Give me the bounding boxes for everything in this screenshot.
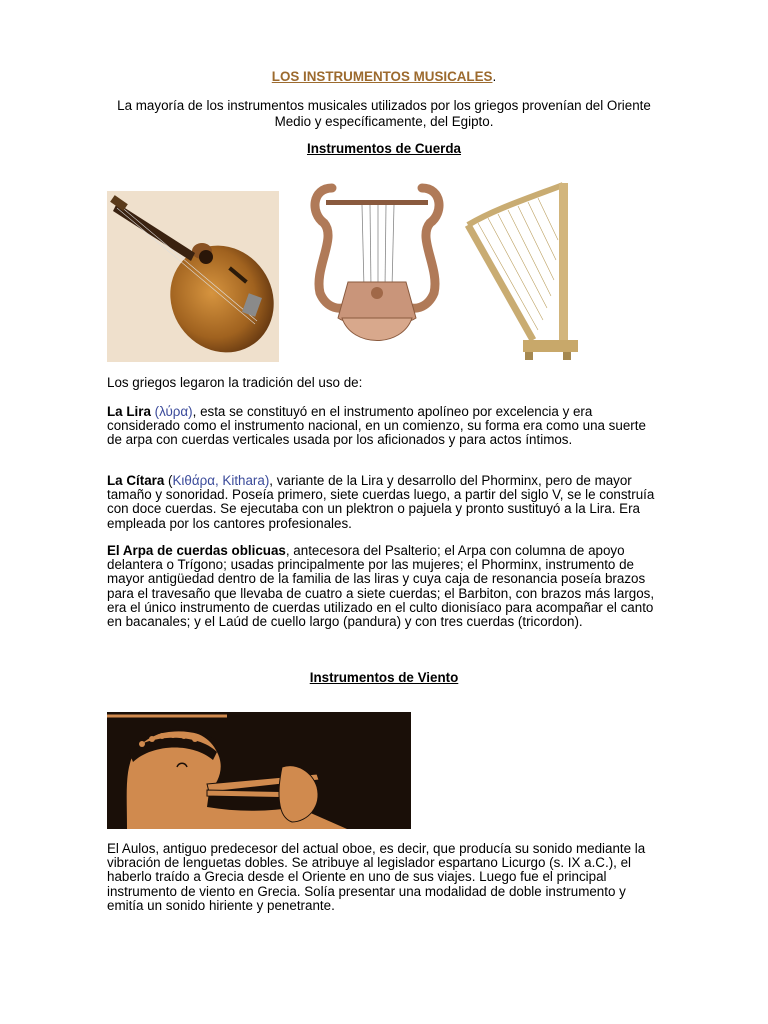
mandolin-image: [107, 191, 279, 362]
heading-strings: Instrumentos de Cuerda: [306, 141, 462, 156]
lyre-illustration: [302, 178, 452, 354]
citara-greek-open: (: [164, 473, 173, 488]
aulos-paragraph: El Aulos, antiguo predecesor del actual oboe, es decir, que producía su sonido mediante la vibración de lenguetas dobles. Se atribuye al legislador espartano Licurgo (s. IX a.C.), el haberlo traído a Grecia desde el Oriente en uno de sus viajes. Luego fue el principal instrumento de viento en Grecia. Solía presentar una modalidad de doble instrumento y emitía un sonido hiriente y penetrante.: [107, 841, 646, 913]
arpa-paragraph: [107, 544, 662, 629]
citara-name: La Cítara: [107, 473, 165, 488]
intro-paragraph: La mayoría de los instrumentos musicales utilizados por los griegos provenían del Oriente Medio y específicamente, del Egipto.: [117, 98, 651, 129]
lyre-image: [302, 178, 452, 354]
legacy-paragraph: Los griegos legaron la tradición del uso de:: [107, 375, 363, 390]
citara-greek: Κιθάρα: [172, 473, 215, 488]
aulos-vase-illustration: [107, 712, 411, 829]
arpa-text: , antecesora del Psalterio; el Arpa con columna de apoyo delantera o Trígono; usadas principalmente por las mujeres; el Phorminx, instrumento de mayor antigüedad dentro de la familia de las liras y cuya caja de resonancia poseía brazos para el travesaño que llevaba de cuatro a siete cuerdas; el Barbiton, con brazos más largos, era el único instrumento de cuerdas utilizado en el culto dionisíaco para acompañar el canto en bacanales; y el Laúd de cuello largo (pandura) y con tres cuerdas (tricordon).: [107, 543, 655, 630]
lira-text: , esta se constituyó en el instrumento apolíneo por excelencia y era considerado como el instrumento nacional, en un comienzo, su forma era como una suerte de arpa con cuerdas verticales usada por los aficionados y para actos íntimos.: [107, 404, 646, 448]
arpa-name: El Arpa de cuerdas oblicuas: [107, 543, 286, 558]
citara-greek-rest: , Kithara): [214, 473, 270, 488]
citara-text: , variante de la Lira y desarrollo del Phorminx, pero de mayor tamaño y sonoridad. Poseía primero, siete cuerdas luego, a partir del siglo V, se le construía con doce cuerdas. Se ejecutaba con un plektron o pajuela y pronto sustituyó a la Lira. Era empleada por los cantores profesionales.: [107, 473, 655, 531]
harp-image: [463, 180, 583, 362]
page-title: [0, 69, 768, 84]
lira-name: La Lira: [107, 404, 151, 419]
mandolin-illustration: [107, 191, 279, 362]
title-dot: .: [492, 69, 497, 84]
citara-paragraph: [107, 474, 662, 531]
lira-greek: (λύρα): [154, 404, 193, 419]
lira-paragraph: [107, 405, 662, 448]
heading-wind: Instrumentos de Viento: [309, 670, 459, 685]
aulos-vase-image: [107, 712, 411, 829]
title-text: LOS INSTRUMENTOS MUSICALES: [271, 69, 493, 84]
harp-illustration: [463, 180, 583, 362]
